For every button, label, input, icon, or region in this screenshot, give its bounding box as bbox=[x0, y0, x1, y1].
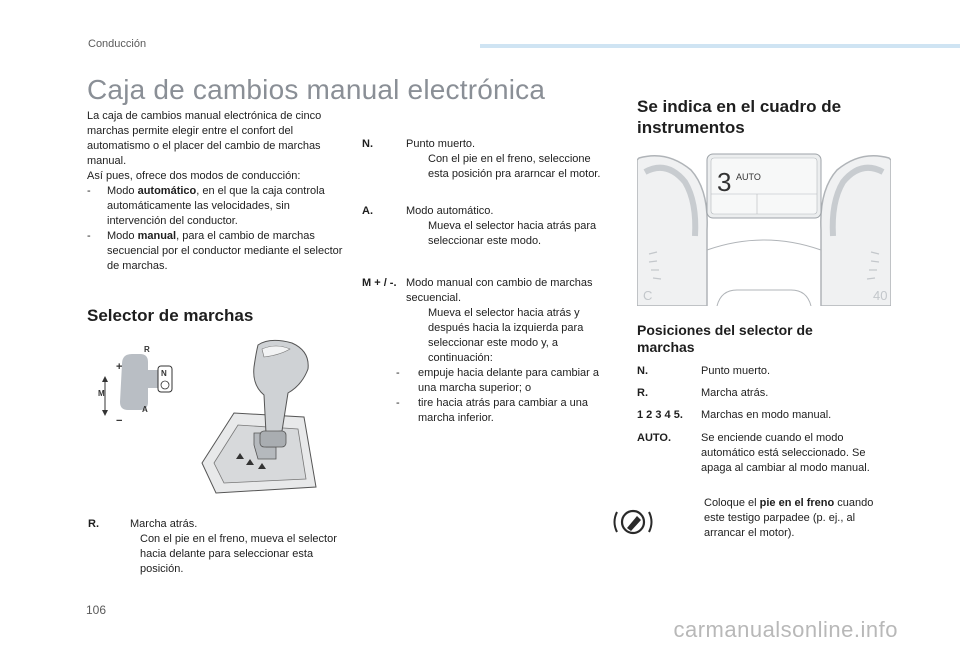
position-key: 1 2 3 4 5. bbox=[637, 409, 683, 421]
entry-sub: Con el pie en el freno, mueva el selector hacia delante para seleccionar esta posición. bbox=[140, 533, 337, 575]
dash-mark: - bbox=[87, 230, 91, 242]
entry-n bbox=[362, 137, 612, 182]
item-text: Modo bbox=[107, 230, 138, 242]
positions-heading: Posiciones del selector de marchas bbox=[637, 322, 813, 355]
display-gear: 3 bbox=[717, 167, 732, 197]
entry-a bbox=[362, 204, 612, 249]
bullet-icon bbox=[118, 532, 140, 577]
position-key: N. bbox=[637, 365, 648, 377]
dash-mark: - bbox=[87, 185, 91, 197]
intro-text bbox=[87, 109, 347, 274]
entry-text: Punto muerto. bbox=[406, 138, 476, 150]
intro-item-automatic bbox=[87, 184, 347, 229]
entry-sub: Con el pie en el freno, seleccione esta posición pra ararncar el motor. bbox=[428, 153, 601, 180]
position-row bbox=[637, 364, 877, 379]
position-key: R. bbox=[637, 387, 648, 399]
bullet-icon bbox=[682, 496, 704, 541]
entry-sub: Mueva el selector hacia atrás y después hacia la izquierda para seleccionar este modo y, a continuación: bbox=[428, 307, 584, 364]
entry-text: Modo manual con cambio de marchas secuencial. bbox=[406, 277, 593, 304]
intro-paragraph-2: Así pues, ofrece dos modos de conducción: bbox=[87, 170, 301, 182]
entry-sub: Mueva el selector hacia atrás para seleccionar este modo. bbox=[428, 220, 597, 247]
page-title: Caja de cambios manual electrónica bbox=[87, 74, 546, 105]
entry-key: R. bbox=[88, 518, 99, 530]
item-text: , para el cambio de marchas secuencial por el conductor mediante el selector de marchas. bbox=[107, 230, 343, 272]
position-row bbox=[637, 386, 877, 401]
position-text: Marchas en modo manual. bbox=[701, 409, 832, 421]
note-bold: pie en el freno bbox=[759, 497, 835, 509]
position-text: Punto muerto. bbox=[701, 365, 771, 377]
gear-label-m: M bbox=[98, 389, 105, 398]
gear-label-n: N bbox=[161, 369, 167, 378]
entry-key: M + / -. bbox=[362, 277, 397, 289]
item-bold: automático bbox=[137, 185, 197, 197]
item-text: Modo bbox=[107, 185, 138, 197]
entry-sub: empuje hacia delante para cambiar a una marcha superior; o bbox=[418, 367, 600, 394]
position-row bbox=[637, 408, 877, 423]
entry-r bbox=[88, 517, 338, 577]
intro-item-manual bbox=[87, 229, 347, 274]
instruments-heading: Se indica en el cuadro de instrumentos bbox=[637, 97, 842, 137]
gear-lever-illustration bbox=[192, 335, 320, 495]
page-number: 106 bbox=[86, 603, 107, 617]
brake-pedal-warning-icon bbox=[613, 502, 653, 542]
dial-left-text: C bbox=[643, 288, 653, 303]
entry-key: N. bbox=[362, 138, 373, 150]
entry-m bbox=[362, 276, 612, 426]
gear-label-plus: + bbox=[116, 361, 123, 373]
item-bold: manual bbox=[137, 230, 177, 242]
display-mode: AUTO bbox=[736, 172, 761, 182]
bullet-icon bbox=[406, 219, 428, 249]
gear-pattern-diagram bbox=[92, 340, 182, 432]
position-text: Se enciende cuando el modo automático está seleccionado. Se apaga al cambiar al modo manual. bbox=[701, 432, 870, 474]
header-bar bbox=[480, 44, 960, 48]
note-text: Coloque el bbox=[704, 497, 760, 509]
gear-label-r: R bbox=[144, 345, 150, 354]
position-key: AUTO. bbox=[637, 432, 672, 444]
bullet-icon bbox=[406, 152, 428, 182]
entry-text: Marcha atrás. bbox=[130, 518, 198, 530]
entry-text: Modo automático. bbox=[406, 205, 494, 217]
instrument-cluster-illustration bbox=[637, 150, 891, 306]
entry-key: A. bbox=[362, 205, 373, 217]
position-row bbox=[637, 431, 877, 476]
position-text: Marcha atrás. bbox=[701, 387, 769, 399]
watermark: carmanualsonline.info bbox=[673, 617, 898, 642]
dash-mark: - bbox=[396, 397, 400, 409]
note-text: cuando este testigo parpadee (p. ej., al arrancar el motor). bbox=[704, 497, 874, 539]
section-header: Conducción bbox=[88, 38, 147, 50]
dash-mark: - bbox=[396, 367, 400, 379]
entry-sub: tire hacia atrás para cambiar a una marcha inferior. bbox=[418, 397, 588, 424]
gear-label-a: A bbox=[142, 405, 148, 414]
item-text: , en el que la caja controla automáticamente las velocidades, sin intervención del conductor. bbox=[107, 185, 325, 227]
intro-paragraph-1: La caja de cambios manual electrónica de cinco marchas permite elegir entre el confort del automatismo o el placer del cambio de marchas manual. bbox=[87, 110, 322, 167]
brake-note bbox=[682, 496, 882, 541]
dial-right-text: 40 bbox=[873, 288, 888, 303]
bullet-icon bbox=[406, 306, 428, 366]
gear-label-minus: − bbox=[116, 415, 123, 427]
selector-heading: Selector de marchas bbox=[87, 306, 254, 325]
